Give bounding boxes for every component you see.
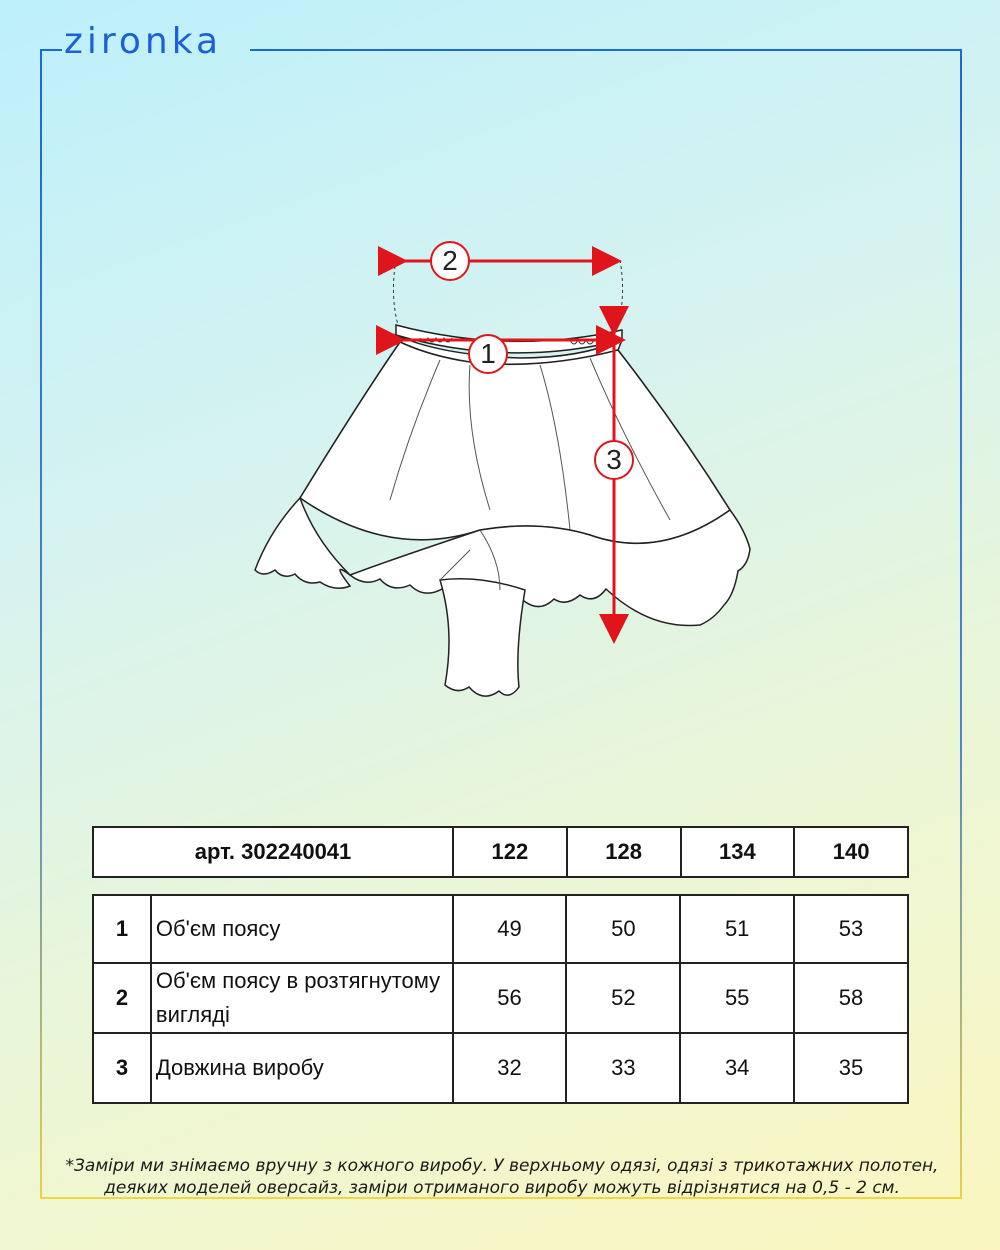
row-number: 2	[93, 963, 151, 1033]
measurement-value: 35	[794, 1033, 908, 1103]
measurement-footnote: *Заміри ми знімаємо вручну з кожного виробу. У верхньому одязі, одязі з трикотажних полотен, деяких моделей оверсайз, заміри отриманого виробу можуть відрізнятися на 0,5 - 2 см.	[65, 1156, 939, 1198]
marker-2: 2	[430, 241, 470, 281]
measurement-value: 58	[794, 963, 908, 1033]
skirt-diagram	[240, 230, 760, 730]
brand-logo: zironka	[64, 21, 223, 62]
frame-left	[40, 49, 42, 1199]
measurement-value: 50	[566, 895, 680, 963]
stretch-guide-right	[618, 260, 623, 325]
measurements-table	[92, 894, 909, 1104]
measurement-value: 51	[680, 895, 794, 963]
size-header-table	[92, 826, 909, 878]
size-header: 140	[794, 827, 908, 877]
size-header: 134	[681, 827, 795, 877]
table-row	[93, 895, 908, 963]
marker-3: 3	[594, 440, 634, 480]
measurement-name: Довжина виробу	[151, 1033, 453, 1103]
measurement-value: 52	[566, 963, 680, 1033]
measurement-value: 32	[453, 1033, 567, 1103]
measurement-value: 55	[680, 963, 794, 1033]
article-number: арт. 302240041	[93, 827, 453, 877]
measurement-value: 53	[794, 895, 908, 963]
measurement-name: Об'єм поясу в розтягнутому вигляді	[151, 963, 453, 1033]
measurement-value: 33	[566, 1033, 680, 1103]
frame-top-left	[40, 49, 62, 51]
measurement-value: 56	[453, 963, 567, 1033]
size-header: 122	[453, 827, 567, 877]
frame-top-right	[250, 49, 962, 51]
table-header-row	[93, 827, 908, 877]
stretch-guide-left	[393, 260, 398, 325]
skirt-illustration	[240, 230, 760, 730]
table-row	[93, 1033, 908, 1103]
skirt-body	[300, 342, 730, 543]
row-number: 1	[93, 895, 151, 963]
measurement-value: 34	[680, 1033, 794, 1103]
measurement-value: 49	[453, 895, 567, 963]
measurement-name: Об'єм поясу	[151, 895, 453, 963]
size-header: 128	[567, 827, 681, 877]
row-number: 3	[93, 1033, 151, 1103]
marker-1: 1	[468, 334, 508, 374]
frame-right	[960, 49, 962, 1199]
front-drape	[440, 579, 525, 696]
table-row	[93, 963, 908, 1033]
